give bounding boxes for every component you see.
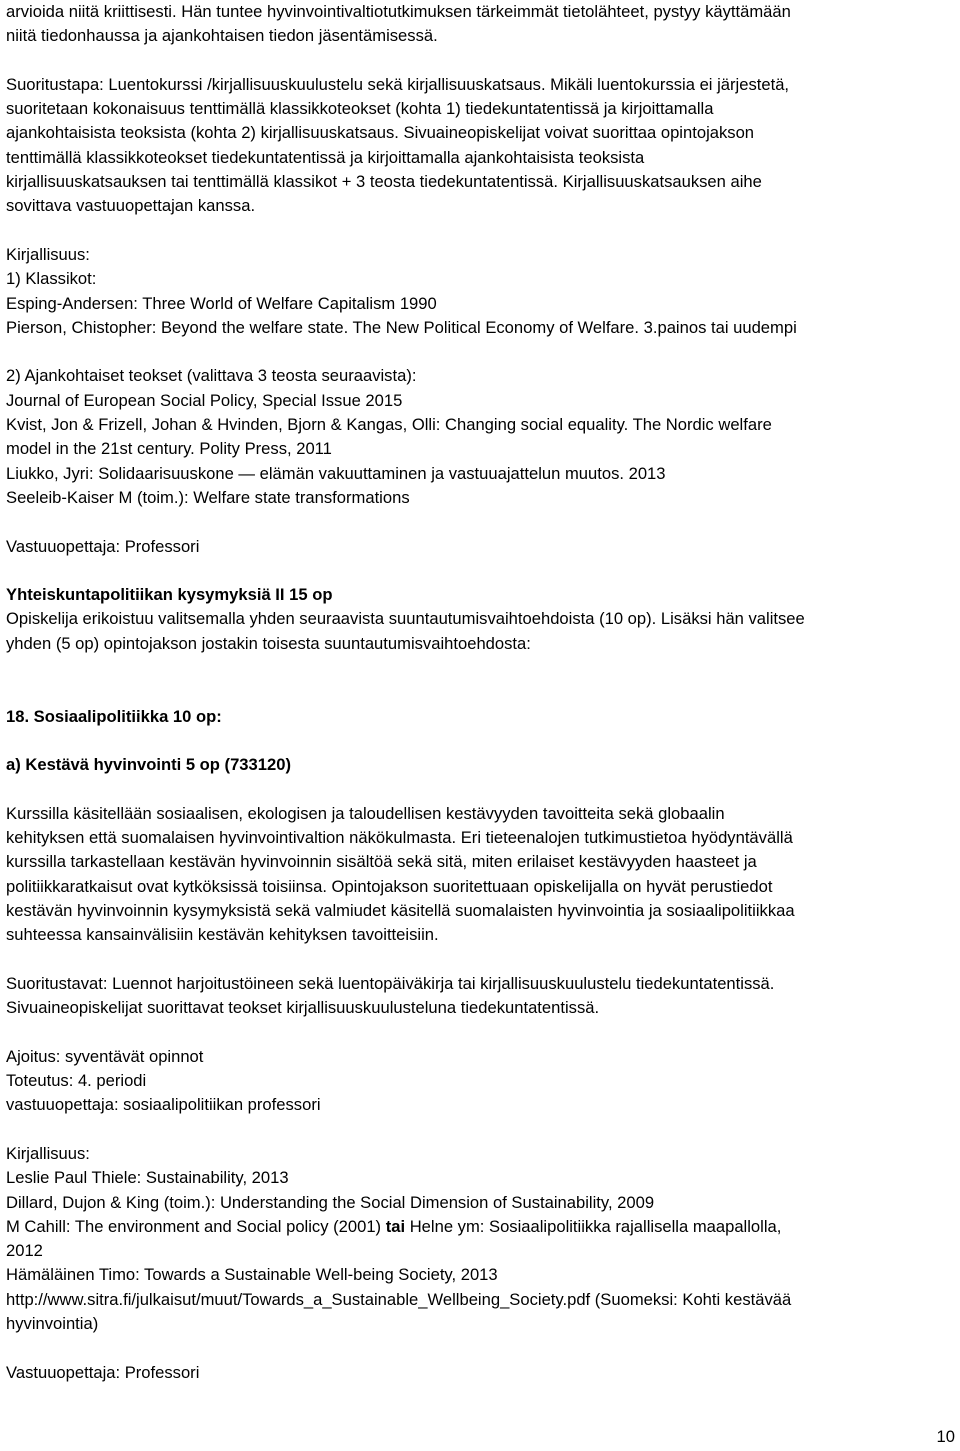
text-line: Pierson, Chistopher: Beyond the welfare state. The New Political Economy of Welfare. 3.painos tai uudempi <box>6 317 797 337</box>
text-line: niitä tiedonhaussa ja ajankohtaisen tiedon jäsentämisessä. <box>6 26 438 46</box>
text-line: kirjallisuuskatsauksen tai tenttimällä klassikot + 3 teosta tiedekuntatentissä. Kirjallisuuskatsauksen aihe <box>6 172 762 192</box>
text-line: Kvist, Jon & Frizell, Johan & Hvinden, Bjorn & Kangas, Olli: Changing social equality. The Nordic welfare <box>6 415 772 435</box>
text-line: Liukko, Jyri: Solidaarisuuskone — elämän vakuuttaminen ja vastuuajattelun muutos. 2013 <box>6 463 666 483</box>
text-line: arvioida niitä kriittisesti. Hän tuntee hyvinvointivaltiotutkimuksen tärkeimmät tietolähteet, pystyy käyttämään <box>6 2 791 21</box>
text-line: 2012 <box>6 1241 43 1261</box>
text-line: Sivuaineopiskelijat suorittavat teokset kirjallisuuskuulusteluna tiedekuntatentissä. <box>6 998 600 1018</box>
text-line: hyvinvointia) <box>6 1314 99 1334</box>
text-line: suhteessa kansainvälisiin kestävän kehityksen tavoitteisiin. <box>6 925 439 945</box>
schedule-info <box>6 1045 950 1118</box>
literature-sustainability <box>6 1142 950 1336</box>
section-title: Yhteiskuntapolitiikan kysymyksiä II 15 op <box>6 585 333 605</box>
literature-classics <box>6 243 950 340</box>
text-line: Dillard, Dujon & King (toim.): Understanding the Social Dimension of Sustainability, 2009 <box>6 1192 655 1212</box>
text-line: Journal of European Social Policy, Special Issue 2015 <box>6 390 403 410</box>
page-number: 10 <box>936 1427 955 1446</box>
responsible-teacher: Vastuuopettaja: Professori <box>6 536 200 556</box>
or-word: tai <box>385 1216 406 1236</box>
helne-reference: Helne ym: Sosiaalipolitiikka rajallisella maapallolla, <box>405 1216 782 1236</box>
text-line: kurssilla tarkastellaan kestävän hyvinvoinnin sisältöä sekä sitä, miten erilaiset kestävyyden haasteet ja <box>6 852 757 872</box>
top-paragraph <box>6 0 950 49</box>
text-line: ajankohtaisista teoksista (kohta 2) kirjallisuuskatsaus. Sivuaineopiskelijat voivat suorittaa opintojakson <box>6 123 755 143</box>
text-line: Hämäläinen Timo: Towards a Sustainable Well-being Society, 2013 <box>6 1265 498 1285</box>
text-line: vastuuopettaja: sosiaalipolitiikan professori <box>6 1095 321 1115</box>
course-description <box>6 802 950 948</box>
text-line: Opiskelija erikoistuu valitsemalla yhden seuraavista suuntautumisvaihtoehdoista (10 op). Lisäksi hän valitsee <box>6 609 805 629</box>
text-line: kehityksen että suomalaisen hyvinvointivaltion näkökulmasta. Eri tieteenalojen tutkimustietoa hyödyntävällä <box>6 828 793 848</box>
heading-a: a) Kestävä hyvinvointi 5 op (733120) <box>6 755 291 775</box>
text-line: Toteutus: 4. periodi <box>6 1071 147 1091</box>
text-line: yhden (5 op) opintojakson jostakin toisesta suuntautumisvaihtoehdosta: <box>6 633 531 653</box>
literature-current <box>6 364 950 510</box>
literature-label: Kirjallisuus: <box>6 1143 90 1163</box>
text-line: kestävän hyvinvoinnin kysymyksistä sekä valmiudet käsitellä suomalaisten hyvinvointia ja sosiaalipolitiikkaa <box>6 900 795 920</box>
text-line: Seeleib-Kaiser M (toim.): Welfare state transformations <box>6 487 410 507</box>
text-line <box>6 1215 950 1239</box>
text-line: suoritetaan kokonaisuus tenttimällä klassikkoteokset (kohta 1) tiedekuntatentissä ja kirjoittamalla <box>6 99 714 119</box>
text-line: Esping-Andersen: Three World of Welfare Capitalism 1990 <box>6 293 437 313</box>
url-line: http://www.sitra.fi/julkaisut/muut/Towards_a_Sustainable_Wellbeing_Society.pdf (Suomeksi: Kohti kestävää <box>6 1289 792 1309</box>
cahill-reference: M Cahill: The environment and Social policy (2001) <box>6 1216 386 1236</box>
method-paragraph <box>6 73 950 219</box>
text-line: Suoritustavat: Luennot harjoitustöineen sekä luentopäiväkirja tai kirjallisuuskuulustelu tiedekuntatentissä. <box>6 973 775 993</box>
text-line: sovittava vastuuopettajan kanssa. <box>6 196 256 216</box>
text-line: 2) Ajankohtaiset teokset (valittava 3 teosta seuraavista): <box>6 366 417 386</box>
text-line: Kirjallisuus: <box>6 244 90 264</box>
responsible-teacher: Vastuuopettaja: Professori <box>6 1362 200 1382</box>
document-page <box>6 0 950 1385</box>
text-line: model in the 21st century. Polity Press, 2011 <box>6 439 332 459</box>
text-line: Leslie Paul Thiele: Sustainability, 2013 <box>6 1168 289 1188</box>
text-line: tenttimällä klassikkoteokset tiedekuntatentissä ja kirjoittamalla ajankohtaisista teoksista <box>6 147 645 167</box>
heading-18: 18. Sosiaalipolitiikka 10 op: <box>6 706 222 726</box>
text-line: Kurssilla käsitellään sosiaalisen, ekologisen ja taloudellisen kestävyyden tavoitteita sekä globaalin <box>6 803 725 823</box>
text-line: Suoritustapa: Luentokurssi /kirjallisuuskuulustelu sekä kirjallisuuskatsaus. Mikäli luentokurssia ei järjestetä, <box>6 74 790 94</box>
text-line: politiikkaratkaisut ovat kytköksissä toisiinsa. Opintojakson suoritettuaan opiskelijalla on hyvät perustiedot <box>6 876 773 896</box>
section-intro <box>6 607 950 656</box>
completion-methods <box>6 972 950 1021</box>
text-line: 1) Klassikot: <box>6 269 97 289</box>
text-line: Ajoitus: syventävät opinnot <box>6 1046 204 1066</box>
